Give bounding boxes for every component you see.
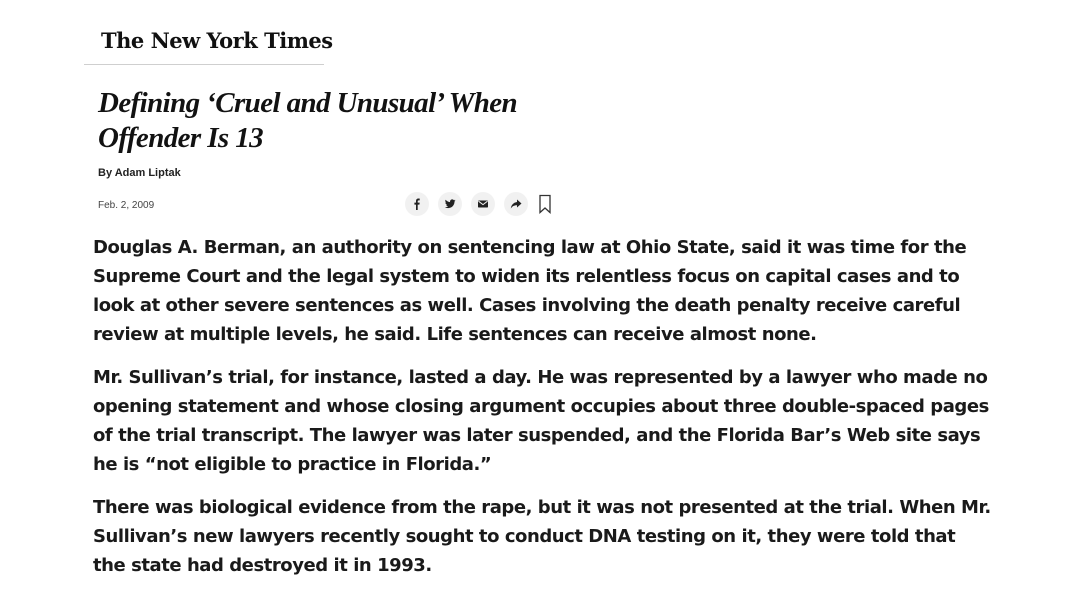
more-share-button[interactable] bbox=[504, 192, 528, 216]
article-headline: Defining ‘Cruel and Unusual’ When Offender Is 13 bbox=[98, 87, 518, 154]
facebook-share-button[interactable] bbox=[405, 192, 429, 216]
share-toolbar bbox=[405, 192, 553, 216]
email-share-button[interactable] bbox=[471, 192, 495, 216]
twitter-icon bbox=[444, 198, 456, 210]
article-body bbox=[93, 233, 993, 594]
share-icon bbox=[510, 198, 522, 210]
byline[interactable]: By Adam Liptak bbox=[98, 167, 181, 179]
article-paragraph: Mr. Sullivan’s trial, for instance, lasted a day. He was represented by a lawyer who made no opening statement and whose closing argument occupies about three double-spaced pages of the trial transcript. The lawyer was later suspended, and the Florida Bar’s Web site says he is “not eligible to practice in Florida.” bbox=[93, 367, 989, 475]
email-icon bbox=[477, 198, 489, 210]
article-paragraph: Douglas A. Berman, an authority on sentencing law at Ohio State, said it was time for the Supreme Court and the legal system to widen its relentless focus on capital cases and to look at other severe sentences as well. Cases involving the death penalty receive careful review at multiple levels, he said. Life sentences can receive almost none. bbox=[93, 237, 967, 345]
publish-date: Feb. 2, 2009 bbox=[98, 200, 155, 211]
article-paragraph: There was biological evidence from the rape, but it was not presented at the trial. When Mr. Sullivan’s new lawyers recently sought to conduct DNA testing on it, they were told that the state had destroyed it in 1993. bbox=[93, 497, 991, 576]
masthead bbox=[84, 22, 333, 65]
bookmark-icon bbox=[538, 194, 552, 214]
save-bookmark-button[interactable] bbox=[537, 192, 553, 216]
twitter-share-button[interactable] bbox=[438, 192, 462, 216]
facebook-icon bbox=[411, 198, 423, 210]
nyt-logo[interactable]: The New York Times bbox=[101, 28, 333, 53]
